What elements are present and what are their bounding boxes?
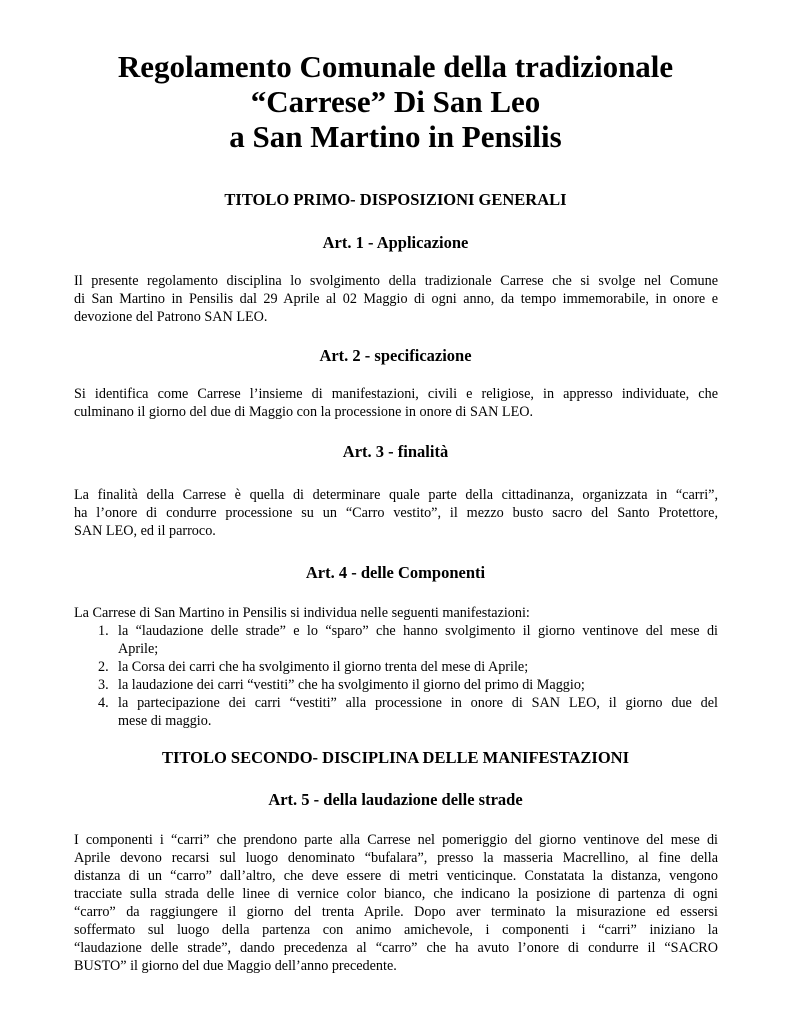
titolo-secondo-heading: TITOLO SECONDO- DISCIPLINA DELLE MANIFESTAZIONI (162, 748, 629, 767)
art5-line-1: I componenti i “carri” che prendono parte alla Carrese nel pomeriggio del giorno ventinove del mese di (74, 832, 718, 848)
list-item (74, 658, 718, 676)
art4-heading: Art. 4 - delle Componenti (305, 563, 486, 582)
document-title-line-3: a San Martino in Pensilis (229, 119, 562, 154)
list-item-line: la partecipazione dei carri “vestiti” alla processione in onore di SAN LEO, il giorno due del (118, 695, 718, 711)
document-title-line-2: “Carrese” Di San Leo (250, 84, 541, 119)
list-item-number: 3. (98, 677, 109, 693)
list-item-line: la laudazione dei carri “vestiti” che ha svolgimento il giorno del primo di Maggio; (118, 677, 585, 693)
art1-line-2: di San Martino in Pensilis dal 29 Aprile al 02 Maggio di ogni anno, da tempo immemorabile, in onore e (74, 291, 718, 307)
list-item-line: mese di maggio. (118, 713, 212, 729)
art4-intro (74, 604, 718, 622)
art1-line-1: Il presente regolamento disciplina lo svolgimento della tradizionale Carrese che si svolge nel Comune (74, 273, 718, 289)
art3-heading: Art. 3 - finalità (342, 442, 449, 461)
list-item-line: Aprile; (118, 641, 159, 657)
art3-paragraph (74, 486, 718, 540)
titolo-primo-heading: TITOLO PRIMO- DISPOSIZIONI GENERALI (224, 190, 567, 209)
art5-line-5: “carro” da raggiungere il giorno del trenta Aprile. Dopo aver terminato la misurazione ed essersi (74, 904, 718, 920)
art3-line-3: SAN LEO, ed il parroco. (74, 523, 216, 539)
art4-list (74, 622, 718, 730)
art5-line-7: “laudazione delle strade”, dando precedenza al “carro” che ha avuto l’onore di condurre il “SACRO (74, 940, 718, 956)
art1-paragraph (74, 272, 718, 326)
art1-line-3: devozione del Patrono SAN LEO. (74, 309, 268, 325)
art4-intro-line: La Carrese di San Martino in Pensilis si individua nelle seguenti manifestazioni: (74, 605, 530, 621)
list-item-number: 1. (98, 623, 109, 639)
art5-heading: Art. 5 - della laudazione delle strade (268, 790, 523, 809)
art5-line-6: soffermato sul luogo della partenza con animo amichevole, i componenti i “carri” iniziano la (74, 922, 718, 938)
art5-line-4: tracciate sulla strada delle linee di vernice color bianco, che indicano la posizione di partenza di ogni (74, 886, 718, 902)
list-item (74, 694, 718, 730)
list-item-line: la “laudazione delle strade” e lo “sparo” che hanno svolgimento il giorno ventinove del mese di (118, 623, 718, 639)
art2-heading: Art. 2 - specificazione (319, 346, 472, 365)
list-item (74, 676, 718, 694)
art1-heading: Art. 1 - Applicazione (322, 233, 469, 252)
list-item-number: 4. (98, 695, 109, 711)
art3-line-1: La finalità della Carrese è quella di determinare quale parte della cittadinanza, organizzata in “carri”, (74, 487, 718, 503)
art5-line-8: BUSTO” il giorno del due Maggio dell’anno precedente. (74, 958, 397, 974)
art5-paragraph (74, 831, 718, 975)
list-item-line: la Corsa dei carri che ha svolgimento il giorno trenta del mese di Aprile; (118, 659, 529, 675)
art2-line-2: culminano il giorno del due di Maggio con la processione in onore di SAN LEO. (74, 404, 534, 420)
list-item (74, 622, 718, 658)
document-title-line-1: Regolamento Comunale della tradizionale (117, 49, 674, 84)
art5-line-2: Aprile devono recarsi sul luogo denominato “bufalara”, presso la masseria Macrellino, al fine della (74, 850, 718, 866)
art2-paragraph (74, 385, 718, 421)
art2-line-1: Si identifica come Carrese l’insieme di manifestazioni, civili e religiose, in appresso individuate, che (74, 386, 718, 402)
art5-line-3: distanza di un “carro” dall’altro, che deve essere di metri venticinque. Constatata la distanza, vengono (74, 868, 718, 884)
list-item-number: 2. (98, 659, 109, 675)
art3-line-2: ha l’onore di condurre processione su un “Carro vestito”, il mezzo busto sacro del Santo Protettore, (74, 505, 718, 521)
